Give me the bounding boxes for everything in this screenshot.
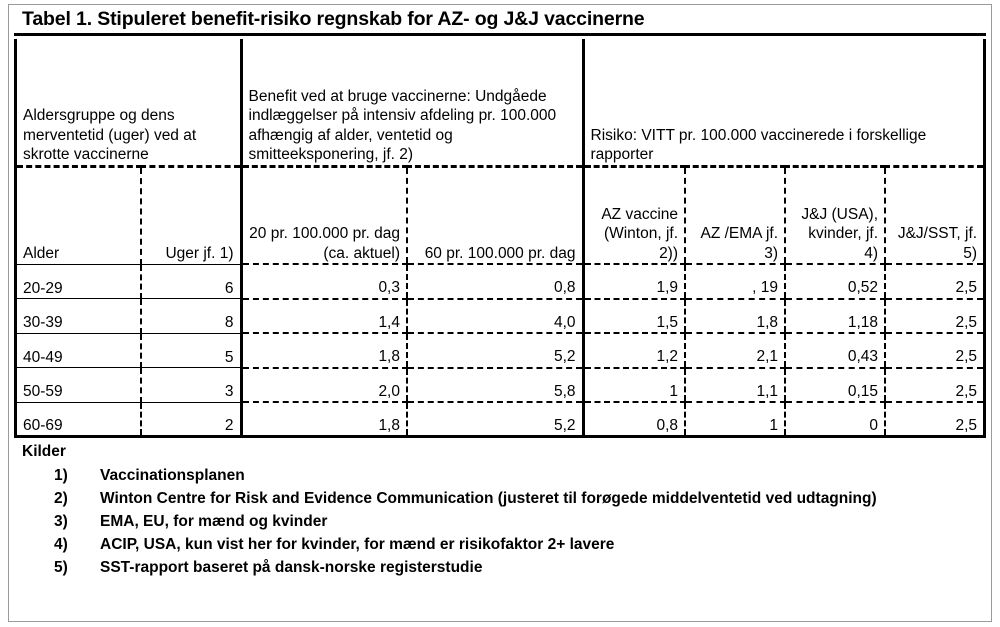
cell-az-ema: 1	[685, 402, 785, 435]
sources-list	[22, 465, 986, 579]
cell-uger: 8	[141, 299, 241, 333]
cell-alder: 60-69	[23, 416, 63, 434]
cell-jj-sst: 2,5	[885, 264, 983, 298]
column-header-benefit20: 20 pr. 100.000 pr. dag (ca. aktuel)	[241, 166, 407, 264]
cell-jj-usa: 1,18	[785, 299, 885, 333]
group-header-row	[17, 39, 983, 166]
source-text: Vaccinationsplanen	[100, 467, 245, 484]
sources-section	[14, 441, 986, 580]
column-header-jj-sst: J&J/SST, jf. 5)	[885, 166, 983, 264]
column-header-benefit60: 60 pr. 100.000 pr. dag	[407, 166, 583, 264]
cell-az-winton: 1,2	[583, 333, 685, 367]
table-row	[17, 333, 983, 367]
cell-az-ema: , 19	[685, 264, 785, 298]
cell-jj-usa: 0,15	[785, 368, 885, 402]
table-row	[17, 402, 983, 435]
list-item	[22, 465, 986, 487]
cell-alder: 20-29	[17, 264, 141, 298]
source-number: 2)	[54, 490, 68, 507]
cell-benefit20: 1,4	[241, 299, 407, 333]
source-text: EMA, EU, for mænd og kvinder	[100, 513, 328, 530]
page-title: Tabel 1. Stipuleret benefit-risiko regnskab for AZ- og J&J vaccinerne	[22, 8, 645, 30]
cell-benefit60: 5,2	[407, 402, 583, 435]
source-number: 5)	[54, 559, 68, 576]
cell-uger: 3	[141, 368, 241, 402]
column-header-jj-usa: J&J (USA), kvinder, jf. 4)	[785, 166, 885, 264]
source-text: ACIP, USA, kun vist her for kvinder, for mænd er risikofaktor 2+ lavere	[100, 536, 615, 553]
group-header-benefit: Benefit ved at bruge vaccinerne: Undgåede indlæggelser på intensiv afdeling pr. 100.000 afhængig af alder, ventetid og smitteeksponering, jf. 2)	[241, 39, 583, 166]
cell-alder: 40-49	[17, 333, 141, 367]
cell-jj-sst: 2,5	[885, 368, 983, 402]
benefit-risk-table	[17, 39, 983, 435]
cell-jj-usa: 0	[785, 402, 885, 435]
cell-az-ema: 1,1	[685, 368, 785, 402]
cell-az-winton: 0,8	[656, 416, 679, 434]
source-text: SST-rapport baseret på dansk-norske registerstudie	[100, 559, 483, 576]
table-body-frame	[14, 39, 986, 438]
table-row	[17, 299, 983, 333]
column-header-az-winton: AZ vaccine (Winton, jf. 2))	[583, 166, 685, 264]
source-text: Winton Centre for Risk and Evidence Communication (justeret til forøgede middelventetid ved udtagning)	[100, 490, 877, 507]
cell-jj-usa: 0,52	[785, 264, 885, 298]
column-header-row	[17, 166, 983, 264]
cell-benefit20: 2,0	[241, 368, 407, 402]
cell-az-ema: 2,1	[685, 333, 785, 367]
cell-jj-sst: 2,5	[885, 333, 983, 367]
cell-az-winton: 1,9	[583, 264, 685, 298]
cell-alder: 50-59	[17, 368, 141, 402]
source-number: 3)	[54, 513, 68, 530]
cell-benefit20: 0,3	[241, 264, 407, 298]
source-number: 4)	[54, 536, 68, 553]
group-header-risk: Risiko: VITT pr. 100.000 vaccinerede i forskellige rapporter	[583, 39, 983, 166]
cell-benefit60: 0,8	[407, 264, 583, 298]
cell-jj-usa: 0,43	[785, 333, 885, 367]
cell-jj-sst: 2,5	[885, 299, 983, 333]
column-header-az-ema: AZ /EMA jf. 3)	[685, 166, 785, 264]
group-header-age: Aldersgruppe og dens merventetid (uger) ved at skrotte vaccinerne	[17, 39, 241, 166]
cell-az-winton: 1	[583, 368, 685, 402]
cell-benefit60: 5,8	[407, 368, 583, 402]
table-row	[17, 264, 983, 298]
list-item	[22, 534, 986, 556]
list-item	[22, 511, 986, 533]
cell-az-winton: 1,5	[583, 299, 685, 333]
list-item	[22, 557, 986, 579]
list-item	[22, 488, 986, 510]
cell-benefit60: 5,2	[407, 333, 583, 367]
cell-jj-sst: 2,5	[885, 402, 983, 435]
cell-uger: 6	[141, 264, 241, 298]
cell-benefit60: 4,0	[407, 299, 583, 333]
table-row	[17, 368, 983, 402]
cell-az-ema: 1,8	[685, 299, 785, 333]
cell-alder: 30-39	[17, 299, 141, 333]
cell-benefit20: 1,8	[241, 333, 407, 367]
column-header-alder: Alder	[17, 166, 141, 264]
column-header-uger: Uger jf. 1)	[141, 166, 241, 264]
cell-benefit20: 1,8	[378, 416, 400, 434]
sources-heading: Kilder	[22, 443, 66, 460]
cell-uger: 5	[141, 333, 241, 367]
cell-uger: 2	[141, 402, 241, 435]
source-number: 1)	[54, 467, 68, 484]
table-title-bar	[14, 6, 986, 36]
